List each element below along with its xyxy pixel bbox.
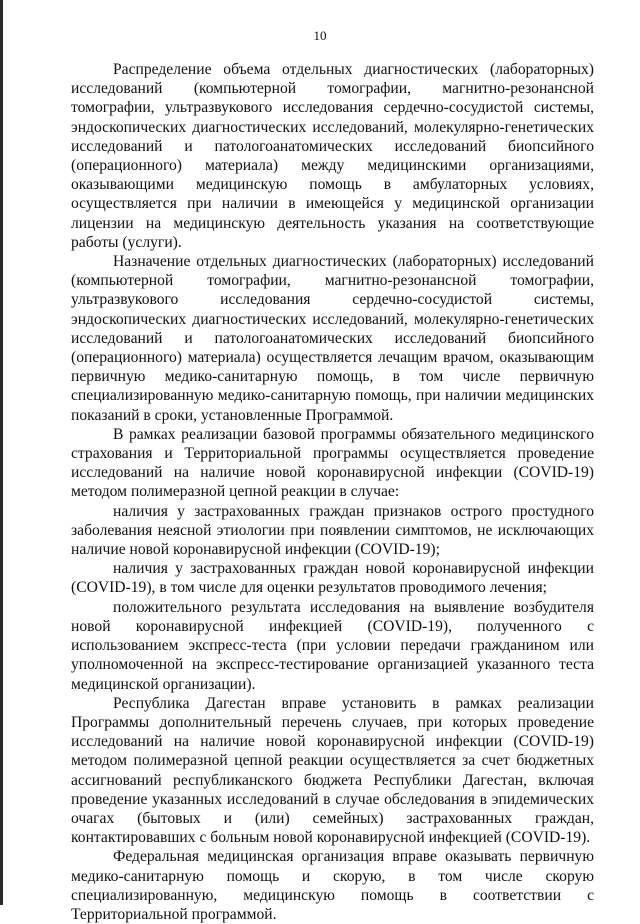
- paragraph-diagnostics-assignment: Назначение отдельных диагностических (лабораторных) исследований (компьютерной томографии, магнитно-резонансной томографии, ультразвукового исследования сердечно-сосудистой системы, эндоскопических диагностических исследований, молекулярно-генетических исследований и патологоанатомических исследований биопсийного (операционного) материала) осуществляется лечащим врачом, оказывающим первичную медико-санитарную помощь, в том числе первичную специализированную медико-санитарную помощь, при наличии медицинских показаний в сроки, установленные Программой.: [71, 253, 594, 424]
- paragraph-federal-organization: Федеральная медицинская организация вправе оказывать первичную медико-санитарную помощь и скорую, в том числе скорую специализированную, медицинскую помощь в соответствии с Территориальной программой.: [71, 848, 594, 923]
- paragraph-covid-testing-intro: В рамках реализации базовой программы обязательного медицинского страхования и Территориальной программы осуществляется проведение исследований на наличие новой коронавирусной инфекции (COVID-19) методом полимеразной цепной реакции в случае:: [71, 425, 594, 501]
- paragraph-covid-case-express-test: положительного результата исследования на выявление возбудителя новой коронавирусной инфекцией (COVID-19), полученного с использованием экспресс-теста (при условии передачи гражданином или уполномоченной на экспресс-тестирование организацией указанного теста медицинской организации).: [71, 598, 594, 693]
- scan-edge: [0, 0, 3, 905]
- paragraph-dagestan-additional-cases: Республика Дагестан вправе установить в рамках реализации Программы дополнительный перечень случаев, при которых проведение исследований на наличие новой коронавирусной инфекции (COVID-19) методом полимеразной цепной реакции осуществляется за счет бюджетных ассигнований республиканского бюджета Республики Дагестан, включая проведение указанных исследований в случае обследования в эпидемических очагах (бытовых и (или) семейных) застрахованных граждан, контактировавших с больным новой коронавирусной инфекцией (COVID-19).: [71, 694, 594, 847]
- paragraph-covid-case-symptoms: наличия у застрахованных граждан признаков острого простудного заболевания неясной этиологии при появлении симптомов, не исключающих наличие новой коронавирусной инфекции (COVID-19);: [71, 502, 594, 559]
- document-body: [71, 60, 594, 924]
- paragraph-covid-case-treatment: наличия у застрахованных граждан новой коронавирусной инфекции (COVID-19), в том числе для оценки результатов проводимого лечения;: [71, 560, 594, 597]
- paragraph-diagnostics-distribution: Распределение объема отдельных диагностических (лабораторных) исследований (компьютерной томографии, магнитно-резонансной томографии, ультразвукового исследования сердечно-сосудистой системы, эндоскопических диагностических исследований, молекулярно-генетических исследований и патологоанатомических исследований биопсийного (операционного) материала) между медицинскими организациями, оказывающими медицинскую помощь в амбулаторных условиях, осуществляется при наличии в имеющейся у медицинской организации лицензии на медицинскую деятельность указания на соответствующие работы (услуги).: [71, 61, 594, 251]
- page-number: 10: [313, 28, 327, 43]
